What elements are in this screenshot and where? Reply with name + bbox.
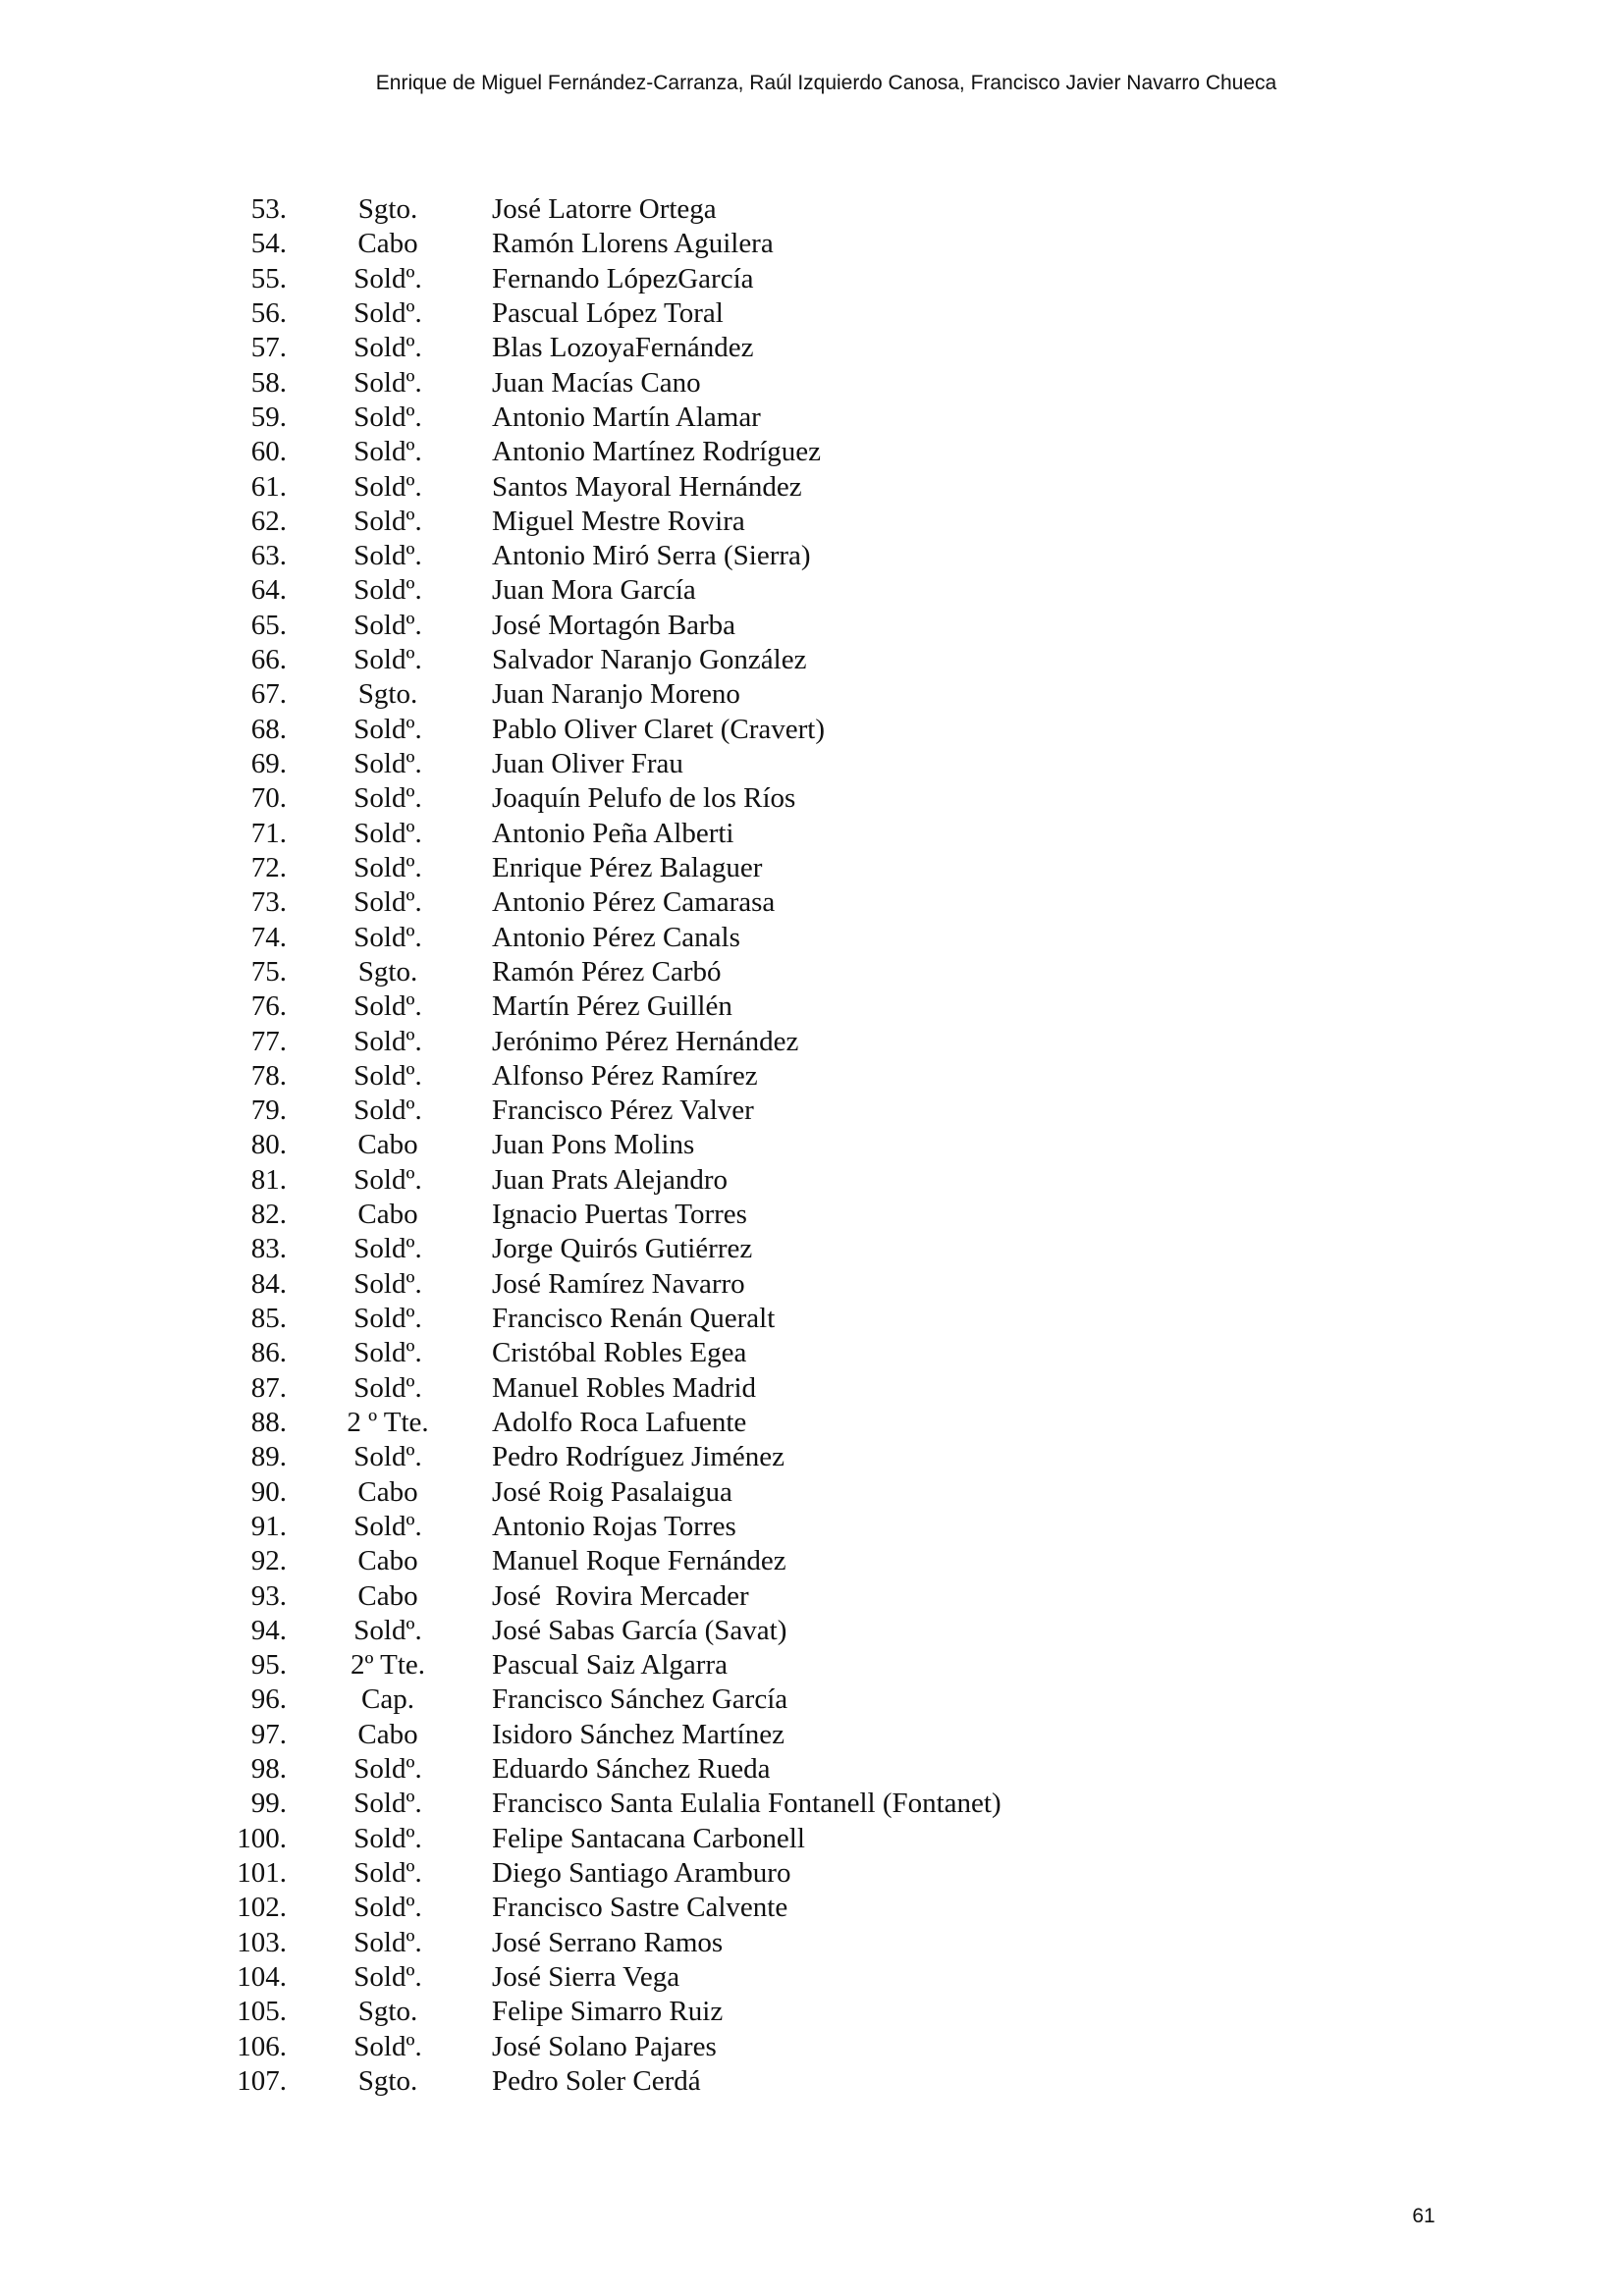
roster-row: [0, 1059, 1623, 1094]
entry-number: 64.: [250, 574, 287, 607]
entry-number: 101.: [237, 1857, 287, 1889]
entry-name: Juan Mora García: [492, 574, 696, 607]
entry-name: José Serrano Ramos: [492, 1926, 724, 1958]
entry-rank: Soldº.: [353, 332, 422, 364]
entry-rank: Soldº.: [353, 296, 422, 329]
entry-number: 65.: [250, 609, 287, 641]
entry-rank: Soldº.: [353, 748, 422, 779]
entry-name: Antonio Martínez Rodríguez: [492, 436, 822, 468]
entry-rank: Soldº.: [353, 1441, 422, 1473]
roster-row: [0, 192, 1623, 227]
entry-rank: Soldº.: [353, 1025, 422, 1057]
entry-number: 104.: [237, 1960, 287, 1993]
entry-name: Adolfo Roca Lafuente: [492, 1406, 747, 1438]
entry-number: 63.: [250, 540, 287, 572]
entry-rank: Soldº.: [353, 609, 422, 641]
roster-row: [0, 505, 1623, 539]
entry-rank: 2º Tte.: [350, 1649, 426, 1682]
roster-row: [0, 2030, 1623, 2064]
entry-name: José Latorre Ortega: [492, 193, 717, 225]
entry-number: 62.: [250, 505, 287, 537]
entry-name: Blas LozoyaFernández: [492, 332, 754, 364]
entry-number: 61.: [250, 470, 287, 503]
entry-name: Diego Santiago Aramburo: [492, 1857, 791, 1889]
roster-row: [0, 609, 1623, 643]
entry-number: 75.: [250, 955, 287, 988]
entry-name: Francisco Sastre Calvente: [492, 1892, 788, 1924]
entry-name: Cristóbal Robles Egea: [492, 1337, 747, 1369]
entry-number: 57.: [250, 332, 287, 364]
entry-name: Martín Pérez Guillén: [492, 990, 732, 1023]
entry-rank: Soldº.: [353, 644, 422, 676]
roster-row: [0, 1752, 1623, 1787]
entry-number: 99.: [250, 1788, 287, 1820]
roster-row: [0, 1163, 1623, 1198]
entry-rank: Soldº.: [353, 921, 422, 953]
roster-row: [0, 1995, 1623, 2029]
entry-number: 98.: [250, 1753, 287, 1786]
entry-name: José Roig Pasalaigua: [492, 1475, 732, 1508]
roster-row: [0, 747, 1623, 781]
entry-number: 71.: [250, 817, 287, 849]
entry-rank: Soldº.: [353, 540, 422, 572]
entry-number: 82.: [250, 1199, 287, 1231]
entry-name: Francisco Sánchez García: [492, 1683, 788, 1716]
entry-number: 87.: [250, 1371, 287, 1404]
entry-name: Jerónimo Pérez Hernández: [492, 1025, 799, 1057]
entry-number: 70.: [250, 782, 287, 815]
entry-rank: Soldº.: [353, 1822, 422, 1854]
entry-rank: Sgto.: [357, 678, 418, 711]
entry-rank: Soldº.: [353, 1337, 422, 1369]
entry-number: 76.: [250, 990, 287, 1023]
roster-row: [0, 1336, 1623, 1370]
entry-rank: Soldº.: [353, 713, 422, 745]
roster-row: [0, 885, 1623, 920]
entry-name: Juan Oliver Frau: [492, 748, 683, 779]
entry-rank: Soldº.: [353, 990, 422, 1023]
entry-rank: Soldº.: [353, 886, 422, 919]
roster-row: [0, 1960, 1623, 1995]
entry-rank: Cabo: [357, 1545, 418, 1577]
entry-name: Isidoro Sánchez Martínez: [492, 1718, 784, 1750]
entry-name: Francisco Renán Queralt: [492, 1303, 776, 1334]
entry-number: 72.: [250, 851, 287, 883]
roster-row: [0, 1025, 1623, 1059]
roster-row: [0, 851, 1623, 885]
entry-name: Juan Prats Alejandro: [492, 1163, 729, 1196]
entry-name: Francisco Pérez Valver: [492, 1095, 754, 1127]
entry-number: 92.: [250, 1545, 287, 1577]
entry-number: 77.: [250, 1025, 287, 1057]
entry-name: Pascual López Toral: [492, 296, 724, 329]
roster-row: [0, 1891, 1623, 1925]
entry-rank: Soldº.: [353, 2030, 422, 2062]
entry-rank: Soldº.: [353, 470, 422, 503]
entry-rank: Soldº.: [353, 1163, 422, 1196]
entry-number: 74.: [250, 921, 287, 953]
roster-row: [0, 677, 1623, 712]
roster-row: [0, 1856, 1623, 1891]
entry-rank: 2 º Tte.: [347, 1406, 429, 1438]
entry-rank: Soldº.: [353, 1892, 422, 1924]
entry-name: Juan Naranjo Moreno: [492, 678, 740, 711]
entry-rank: Sgto.: [357, 955, 418, 988]
roster-row: [0, 331, 1623, 365]
entry-number: 81.: [250, 1163, 287, 1196]
entry-name: Pascual Saiz Algarra: [492, 1649, 728, 1682]
entry-rank: Sgto.: [357, 2064, 418, 2097]
roster-row: [0, 1475, 1623, 1510]
entry-number: 95.: [250, 1649, 287, 1682]
entry-name: Pedro Rodríguez Jiménez: [492, 1441, 784, 1473]
entry-number: 107.: [237, 2064, 287, 2097]
roster-row: [0, 955, 1623, 989]
entry-name: Juan Pons Molins: [492, 1129, 695, 1161]
entry-number: 86.: [250, 1337, 287, 1369]
entry-number: 106.: [237, 2030, 287, 2062]
roster-row: [0, 1648, 1623, 1682]
roster-row: [0, 1232, 1623, 1266]
entry-rank: Soldº.: [353, 1857, 422, 1889]
entry-rank: Cabo: [357, 1199, 418, 1231]
entry-number: 83.: [250, 1233, 287, 1265]
entry-number: 103.: [237, 1926, 287, 1958]
entry-number: 58.: [250, 366, 287, 399]
roster-row: [0, 1579, 1623, 1614]
entry-rank: Soldº.: [353, 1926, 422, 1958]
entry-name: Enrique Pérez Balaguer: [492, 851, 763, 883]
entry-rank: Soldº.: [353, 1371, 422, 1404]
entry-name: Alfonso Pérez Ramírez: [492, 1059, 758, 1092]
entry-name: José Ramírez Navarro: [492, 1267, 745, 1300]
entry-name: Joaquín Pelufo de los Ríos: [492, 782, 796, 815]
entry-name: José Solano Pajares: [492, 2030, 717, 2062]
roster-row: [0, 435, 1623, 469]
roster-row: [0, 296, 1623, 331]
entry-rank: Soldº.: [353, 436, 422, 468]
entry-rank: Soldº.: [353, 1788, 422, 1820]
roster-row: [0, 1440, 1623, 1474]
entry-number: 68.: [250, 713, 287, 745]
entry-number: 69.: [250, 748, 287, 779]
roster-row: [0, 470, 1623, 505]
entry-name: Antonio Pérez Camarasa: [492, 886, 776, 919]
entry-number: 88.: [250, 1406, 287, 1438]
entry-number: 100.: [237, 1822, 287, 1854]
roster-row: [0, 1682, 1623, 1717]
entry-number: 91.: [250, 1510, 287, 1542]
entry-rank: Soldº.: [353, 366, 422, 399]
entry-number: 90.: [250, 1475, 287, 1508]
entry-number: 79.: [250, 1095, 287, 1127]
entry-number: 89.: [250, 1441, 287, 1473]
entry-rank: Soldº.: [353, 817, 422, 849]
entry-number: 96.: [250, 1683, 287, 1716]
entry-name: Manuel Roque Fernández: [492, 1545, 786, 1577]
entry-rank: Cabo: [357, 1579, 418, 1612]
entry-rank: Soldº.: [353, 851, 422, 883]
entry-number: 78.: [250, 1059, 287, 1092]
entry-number: 73.: [250, 886, 287, 919]
entry-rank: Soldº.: [353, 1614, 422, 1646]
entry-name: Ramón Pérez Carbó: [492, 955, 722, 988]
entry-number: 102.: [237, 1892, 287, 1924]
entry-rank: Soldº.: [353, 1960, 422, 1993]
entry-number: 55.: [250, 262, 287, 294]
entry-rank: Cabo: [357, 1475, 418, 1508]
entry-name: Eduardo Sánchez Rueda: [492, 1753, 771, 1786]
entry-number: 85.: [250, 1303, 287, 1334]
entry-rank: Cap.: [361, 1683, 414, 1716]
entry-name: Francisco Santa Eulalia Fontanell (Fontanet): [492, 1788, 1001, 1820]
entry-name: Santos Mayoral Hernández: [492, 470, 802, 503]
roster-row: [0, 1406, 1623, 1440]
entry-rank: Soldº.: [353, 1059, 422, 1092]
entry-rank: Soldº.: [353, 400, 422, 433]
entry-name: Miguel Mestre Rovira: [492, 505, 745, 537]
entry-name: Felipe Simarro Ruiz: [492, 1996, 724, 2028]
roster-row: [0, 227, 1623, 261]
roster-row: [0, 1718, 1623, 1752]
roster-row: [0, 921, 1623, 955]
entry-name: Antonio Pérez Canals: [492, 921, 740, 953]
entry-name: Antonio Peña Alberti: [492, 817, 734, 849]
entry-name: Fernando LópezGarcía: [492, 262, 754, 294]
roster-row: [0, 1544, 1623, 1578]
entry-name: José Rovira Mercader: [492, 1579, 749, 1612]
entry-number: 59.: [250, 400, 287, 433]
entry-number: 84.: [250, 1267, 287, 1300]
roster-row: [0, 1926, 1623, 1960]
roster-row: [0, 1510, 1623, 1544]
entry-rank: Cabo: [357, 228, 418, 260]
roster-row: [0, 1198, 1623, 1232]
entry-rank: Cabo: [357, 1129, 418, 1161]
entry-number: 80.: [250, 1129, 287, 1161]
entry-rank: Soldº.: [353, 1753, 422, 1786]
entry-rank: Soldº.: [353, 1267, 422, 1300]
entry-rank: Soldº.: [353, 574, 422, 607]
roster-row: [0, 1371, 1623, 1406]
entry-number: 60.: [250, 436, 287, 468]
roster-row: [0, 713, 1623, 747]
entry-rank: Soldº.: [353, 505, 422, 537]
entry-rank: Cabo: [357, 1718, 418, 1750]
entry-name: José Sabas García (Savat): [492, 1614, 787, 1646]
entry-name: Juan Macías Cano: [492, 366, 701, 399]
roster-row: [0, 781, 1623, 816]
entry-number: 54.: [250, 228, 287, 260]
running-header-authors: Enrique de Miguel Fernández-Carranza, Raúl Izquierdo Canosa, Francisco Javier Navarro Chueca: [375, 72, 1277, 94]
entry-name: Salvador Naranjo González: [492, 644, 807, 676]
roster-row: [0, 817, 1623, 851]
roster-row: [0, 400, 1623, 435]
entry-rank: Soldº.: [353, 1303, 422, 1334]
roster-row: [0, 989, 1623, 1024]
roster-list: [0, 192, 1623, 2099]
entry-number: 67.: [250, 678, 287, 711]
roster-row: [0, 539, 1623, 573]
entry-name: José Sierra Vega: [492, 1960, 680, 1993]
roster-row: [0, 1267, 1623, 1302]
entry-name: Pablo Oliver Claret (Cravert): [492, 713, 826, 745]
roster-row: [0, 573, 1623, 608]
entry-name: Felipe Santacana Carbonell: [492, 1822, 805, 1854]
roster-row: [0, 1787, 1623, 1821]
roster-row: [0, 1128, 1623, 1162]
entry-name: Ramón Llorens Aguilera: [492, 228, 774, 260]
entry-rank: Soldº.: [353, 782, 422, 815]
entry-number: 97.: [250, 1718, 287, 1750]
roster-row: [0, 1822, 1623, 1856]
entry-number: 56.: [250, 296, 287, 329]
entry-name: José Mortagón Barba: [492, 609, 736, 641]
page-number: 61: [1412, 2205, 1435, 2227]
roster-row: [0, 2064, 1623, 2099]
entry-number: 105.: [237, 1996, 287, 2028]
entry-name: Ignacio Puertas Torres: [492, 1199, 747, 1231]
entry-name: Antonio Rojas Torres: [492, 1510, 736, 1542]
roster-row: [0, 1614, 1623, 1648]
entry-rank: Soldº.: [353, 1095, 422, 1127]
roster-row: [0, 1094, 1623, 1128]
entry-number: 53.: [250, 193, 287, 225]
entry-number: 94.: [250, 1614, 287, 1646]
entry-number: 93.: [250, 1579, 287, 1612]
roster-row: [0, 366, 1623, 400]
roster-row: [0, 1302, 1623, 1336]
roster-row: [0, 643, 1623, 677]
entry-rank: Sgto.: [357, 193, 418, 225]
entry-rank: Soldº.: [353, 1510, 422, 1542]
entry-name: Jorge Quirós Gutiérrez: [492, 1233, 753, 1265]
entry-name: Manuel Robles Madrid: [492, 1371, 757, 1404]
roster-row: [0, 262, 1623, 296]
entry-number: 66.: [250, 644, 287, 676]
entry-name: Pedro Soler Cerdá: [492, 2064, 701, 2097]
entry-name: Antonio Miró Serra (Sierra): [492, 540, 811, 572]
entry-rank: Soldº.: [353, 262, 422, 294]
entry-rank: Soldº.: [353, 1233, 422, 1265]
entry-name: Antonio Martín Alamar: [492, 400, 761, 433]
entry-rank: Sgto.: [357, 1996, 418, 2028]
